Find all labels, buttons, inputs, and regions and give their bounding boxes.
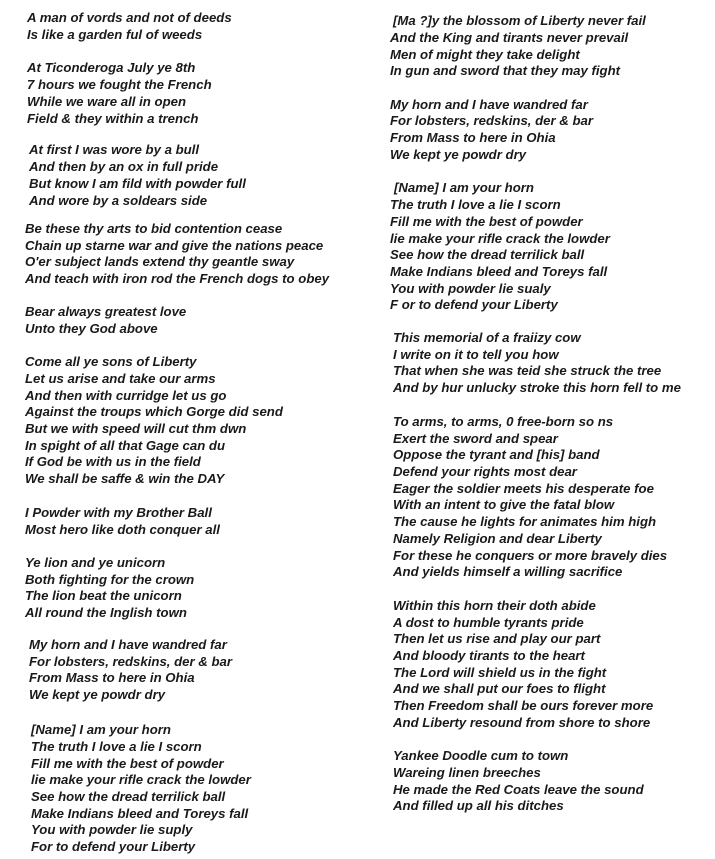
poem-line: [Name] I am your horn <box>31 722 171 737</box>
poem-line: And teach with iron rod the French dogs to obey <box>25 271 330 286</box>
poem-line: O'er subject lands extend thy geantle sway <box>25 254 295 269</box>
poem-line: Most hero like doth conquer all <box>25 522 220 537</box>
poem-line: And we shall put our foes to flight <box>393 681 606 696</box>
poem-line: But know I am fild with powder full <box>29 176 246 191</box>
poem-line: Come all ye sons of Liberty <box>25 354 197 369</box>
poem-line: Within this horn their doth abide <box>393 598 596 613</box>
poem-line: My horn and I have wandred far <box>29 637 227 652</box>
poem-line: For lobsters, redskins, der & bar <box>390 113 594 128</box>
poem-line: You with powder lie sualy <box>390 281 551 296</box>
poem-line: And wore by a soldears side <box>29 193 208 208</box>
poem-line: I write on it to tell you how <box>393 347 559 362</box>
poem-line: Let us arise and take our arms <box>25 371 216 386</box>
poem-line: Make Indians bleed and Toreys fall <box>31 806 249 821</box>
poem-line: You with powder lie suply <box>31 822 193 837</box>
poem-line: Unto they God above <box>25 321 158 336</box>
poem-line: And then by an ox in full pride <box>29 159 219 174</box>
poem-line: At first I was wore by a bull <box>29 142 200 157</box>
poem-line: Men of might they take delight <box>390 47 580 62</box>
poem-line: Eager the soldier meets his desperate foe <box>393 481 654 496</box>
poem-line: See how the dread terrilick ball <box>31 789 226 804</box>
poem-line: The lion beat the unicorn <box>25 588 182 603</box>
poem-line: Then Freedom shall be ours forever more <box>393 698 654 713</box>
poem-line: He made the Red Coats leave the sound <box>393 782 644 797</box>
poem-line: For to defend your Liberty <box>31 839 196 854</box>
poem-line: From Mass to here in Ohia <box>29 670 195 685</box>
poem-line: Field & they within a trench <box>27 111 199 126</box>
poem-line: Wareing linen breeches <box>393 765 541 780</box>
poem-line: The truth I love a lie I scorn <box>31 739 202 754</box>
poem-line: All round the Inglish town <box>25 605 187 620</box>
poem-line: And bloody tirants to the heart <box>393 648 585 663</box>
poem-line: If God be with us in the field <box>25 454 201 469</box>
poem-line: At Ticonderoga July ye 8th <box>27 60 196 75</box>
poem-line: And the King and tirants never prevail <box>390 30 629 45</box>
poem-line: Fill me with the best of powder <box>390 214 583 229</box>
poem-line: Is like a garden ful of weeds <box>27 27 203 42</box>
poem-line: Namely Religion and dear Liberty <box>393 531 602 546</box>
poem-line: That when she was teid she struck the tree <box>393 363 662 378</box>
poem-line: We shall be saffe & win the DAY <box>25 471 225 486</box>
poem-line: And by hur unlucky stroke this horn fell to me <box>393 380 681 395</box>
poem-line: And yields himself a willing sacrifice <box>393 564 623 579</box>
poem-line: And then with curridge let us go <box>25 388 227 403</box>
poem-line: A dost to humble tyrants pride <box>393 615 584 630</box>
poem-line: And Liberty resound from shore to shore <box>393 715 651 730</box>
poem-line: The Lord will shield us in the fight <box>393 665 607 680</box>
poem-line: For these he conquers or more bravely dies <box>393 548 668 563</box>
poem-line: With an intent to give the fatal blow <box>393 497 615 512</box>
poem-line: But we with speed will cut thm dwn <box>25 421 247 436</box>
poem-line: [Ma ?]y the blossom of Liberty never fail <box>393 13 646 28</box>
poem-line: My horn and I have wandred far <box>390 97 588 112</box>
poem-line: Bear always greatest love <box>25 304 187 319</box>
poem-line: The truth I love a lie I scorn <box>390 197 561 212</box>
poem-line: In gun and sword that they may fight <box>390 63 621 78</box>
poem-line: I Powder with my Brother Ball <box>25 505 212 520</box>
poem-line: Against the troups which Gorge did send <box>25 404 283 419</box>
poem-line: From Mass to here in Ohia <box>390 130 556 145</box>
poem-line: In spight of all that Gage can du <box>25 438 226 453</box>
poem-line: Defend your rights most dear <box>393 464 577 479</box>
poem-line: Chain up starne war and give the nations peace <box>25 238 324 253</box>
poem-line: A man of vords and not of deeds <box>27 10 232 25</box>
poem-line: Both fighting for the crown <box>25 572 195 587</box>
poem-line: See how the dread terrilick ball <box>390 247 585 262</box>
poem-line: lie make your rifle crack the lowder <box>31 772 251 787</box>
poem-line: And filled up all his ditches <box>393 798 564 813</box>
poem-line: This memorial of a fraiizy cow <box>393 330 581 345</box>
poem-line: Then let us rise and play our part <box>393 631 601 646</box>
poem-line: We kept ye powdr dry <box>390 147 527 162</box>
poem-line: Oppose the tyrant and [his] band <box>393 447 600 462</box>
poem-line: Ye lion and ye unicorn <box>25 555 166 570</box>
poem-line: To arms, to arms, 0 free-born so ns <box>393 414 614 429</box>
poem-line: 7 hours we fought the French <box>27 77 212 92</box>
poem-line: We kept ye powdr dry <box>29 687 166 702</box>
poem-line: Yankee Doodle cum to town <box>393 748 569 763</box>
poem-line: Make Indians bleed and Toreys fall <box>390 264 608 279</box>
poem-line: F or to defend your Liberty <box>390 297 558 312</box>
poem-line: Be these thy arts to bid contention cease <box>25 221 283 236</box>
poem-line: For lobsters, redskins, der & bar <box>29 654 233 669</box>
poem-line: The cause he lights for animates him high <box>393 514 657 529</box>
poem-line: Exert the sword and spear <box>393 431 558 446</box>
poem-line: While we ware all in open <box>27 94 187 109</box>
poem-line: lie make your rifle crack the lowder <box>390 231 610 246</box>
poem-line: [Name] I am your horn <box>394 180 534 195</box>
poem-line: Fill me with the best of powder <box>31 756 224 771</box>
